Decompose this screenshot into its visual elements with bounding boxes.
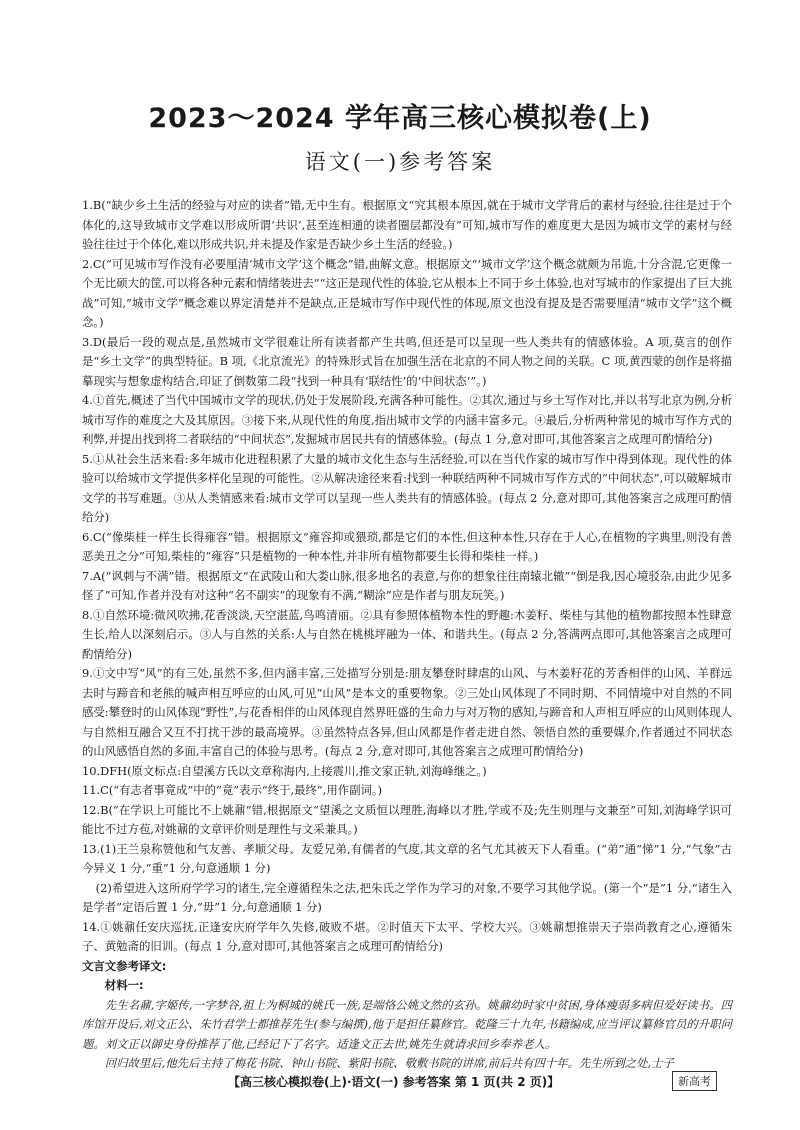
translation-paragraph-2: 回归故里后,他先后主持了梅花书院、钟山书院、紫阳书院、敬敷书院的讲席,前后共有四十年。先生所到之处,士子 xyxy=(104,1056,674,1070)
material-label: 材料一: xyxy=(104,978,144,992)
answer-item-13 xyxy=(82,840,732,918)
answer-item-10: 10.DFH(原文标点:自望溪方氏以文章称海内,上接震川,推文家正轨,刘海峰继之。) xyxy=(82,763,487,778)
answer-item-1: 1.B(“缺少乡土生活的经验与对应的读者”错,无中生有。根据原文“究其根本原因,就在于城市文学背后的素材与经验,往往是过于个体化的,这导致城市文学难以形成所谓‘共识’,甚至连相通的读者圈层都没有”可知,城市写作的难度更大是因为城市文学的素材与经验往往过于个体化,难以形成共识,并未提及作家是否缺少乡土生活的经验。) xyxy=(82,198,732,251)
answer-item-11: 11.C(“有志者事竟成”中的“竟”表示“终于,最终”,用作副词。) xyxy=(82,783,383,797)
page-subtitle: 语文(一)参考答案 xyxy=(304,150,496,174)
answer-item-3: 3.D(最后一段的观点是,虽然城市文学很难让所有读者都产生共鸣,但还是可以呈现一些人类共有的情感体验。A 项,莫言的创作是“乡土文学”的典型特征。B 项,《北京流光》的特殊形式旨在加强生活在北京的不同人物之间的关联。C 项,黄西蒙的创作是将描摹现实与想象虚构结合,印证了倒数第二段“找到一种具有‘联结性’的‘中间状态’”。) xyxy=(82,334,732,388)
footer-text: 【高三核心模拟卷(上)·语文(一) 参考答案 第 1 页(共 2 页)】 xyxy=(228,1075,560,1089)
answer-item-9: 9.①文中写“风”的有三处,虽然不多,但内涵丰富,三处描写分别是:朋友攀登时肆虐的山风、与木姜籽花的芳香相伴的山风、羊群远去时与蹄音和老熊的喊声相互呼应的山风,可见“山风”是本文的重要物象。②三处山风体现了不同时期、不同情境中对自然的不同感受:攀登时的山风体现“野性”,与花香相伴的山风体现自然界旺盛的生命力与对万物的感知,与蹄音和人声相互呼应的山风则体现人与自然相互融合又互不打扰干涉的最高境界。③虽然特点各异,但山风都是作者走进自然、领悟自然的重要媒介,作者通过不同状态的山风感悟自然的多面,丰富自己的体验与思考。(每点 2 分,意对即可,其他答案言之成理可酌情给分) xyxy=(82,666,732,758)
answer-item-6: 6.C(“像柴桂一样生长得雍容”错。根据原文“雍容抑或猥琐,都是它们的本性,但这种本性,只存在于人心,在植物的字典里,则没有善恶美丑之分”可知,柴桂的“雍容”只是植物的一种本性,并非所有植物都要生长得和柴桂一样。) xyxy=(82,529,732,563)
page-title: 2023～2024 学年高三核心模拟卷(上) xyxy=(148,103,652,134)
translation-paragraph-1: 先生名鼐,字姬传,一字梦谷,祖上为桐城的姚氏一族,是端恪公姚文然的玄孙。姚鼐幼时家中贫困,身体瘦弱多病但爱好读书。四库馆开设后,刘文正公、朱竹君学士都推荐先生(参与编撰),他于是担任纂修官。乾隆三十九年,书籍编成,应当评议纂修官员的升职问题。刘文正以御史身份推荐了他,已经记下了名字。适逢文正去世,姚先生就请求回乡奉养老人。 xyxy=(82,997,732,1051)
answer-item-4: 4.①首先,概述了当代中国城市文学的现状,仍处于发展阶段,充满各种可能性。②其次,通过与乡土写作对比,并以书写北京为例,分析城市写作的难度之大及其原因。③接下来,从现代性的角度,指出城市文学的内涵丰富多元。④最后,分析两种常见的城市写作方式的利弊,并提出找到将二者联结的“中间状态”,发掘城市居民共有的情感体验。(每点 1 分,意对即可,其他答案言之成理可酌情给分) xyxy=(82,393,732,446)
answer-item-7: 7.A(“讽刺与不满”错。根据原文“在武陵山和大娄山脉,很多地名的表意,与你的想象往往南辕北辙”“倒是我,因心境驳杂,由此少见多怪了”可知,作者并没有对这种“名不副实”的现象有不满,“糊涂”应是作者与朋友玩笑。) xyxy=(82,568,732,602)
answer-item-2: 2.C(“可见城市写作没有必要厘清‘城市文学’这个概念”错,曲解文意。根据原文“‘城市文学’这个概念就颇为吊诡,十分含混,它更像一个无比硕大的筐,可以将各种元素和情绪装进去”“这正是现代性的体验,它从根本上不同于乡土体验,也对写城市的作家提出了巨大挑战”可知,“城市文学”概念难以界定清楚并不是缺点,正是城市写作中现代性的体现,原文也没有提及是否需要厘清“城市文学”这个概念。) xyxy=(82,256,732,329)
translation-heading: 文言文参考译文: xyxy=(82,958,167,973)
footer-badge: 新高考 xyxy=(672,1071,717,1091)
answer-item-14: 14.①姚鼐任安庆巡抚,正逢安庆府学年久失修,破败不堪。②时值天下太平、学校大兴。③姚鼐想推崇天子崇尚教育之心,遵循朱子、黄勉斋的旧训。(每点 1 分,意对即可,其他答案言之成理可酌情给分) xyxy=(82,919,732,953)
answer-item-13-part2: (2)希望进入这所府学学习的诸生,完全遵循程朱之法,把朱氏之学作为学习的对象,不要学习其他学说。(第一个“是”1 分,“诸生入是学者”定语后置 1 分,“毋”1 分,句意通顺 1 分) xyxy=(82,880,732,914)
answer-item-5: 5.①从社会生活来看:多年城市化进程积累了大量的城市文化生态与生活经验,可以在当代作家的城市写作中得到体现。现代性的体验可以给城市文学提供多样化呈现的可能性。②从解决途径来看:找到一种联结两种不同城市写作方式的“中间状态”,可以破解城市文学的书写难题。③从人类情感来看:城市文学可以呈现一些人类共有的情感体验。(每点 2 分,意对即可,其他答案言之成理可酌情给分) xyxy=(82,451,732,524)
answer-item-12: 12.B(“在学识上可能比不上姚鼐”错,根据原文“望溪之文质恒以理胜,海峰以才胜,学或不及;先生则理与文兼至”可知,刘海峰学识可能比不过方苞,对姚鼐的文章评价则是理性与文采兼具。) xyxy=(82,802,732,836)
answer-content xyxy=(82,196,732,1074)
answer-item-13-part1: 13.(1)王兰泉称赞他和气友善、孝顺父母、友爱兄弟,有儒者的气度,其文章的名气尤其被天下人看重。(“弟”通“悌”1 分,“气象”古今异义 1 分,“重”1 分,句意通顺 1 分) xyxy=(82,841,732,875)
page-footer xyxy=(0,1073,800,1095)
answer-item-8: 8.①自然环境:微风吹拂,花香淡淡,天空湛蓝,鸟鸣清丽。②具有参照体植物本性的野趣:木姜籽、柴桂与其他的植物都按照本性肆意生长,给人以深刻启示。③人与自然的关系:人与自然在桃桃坪融为一体、和谐共生。(每点 2 分,答满两点即可,其他答案言之成理可酌情给分) xyxy=(82,607,732,661)
